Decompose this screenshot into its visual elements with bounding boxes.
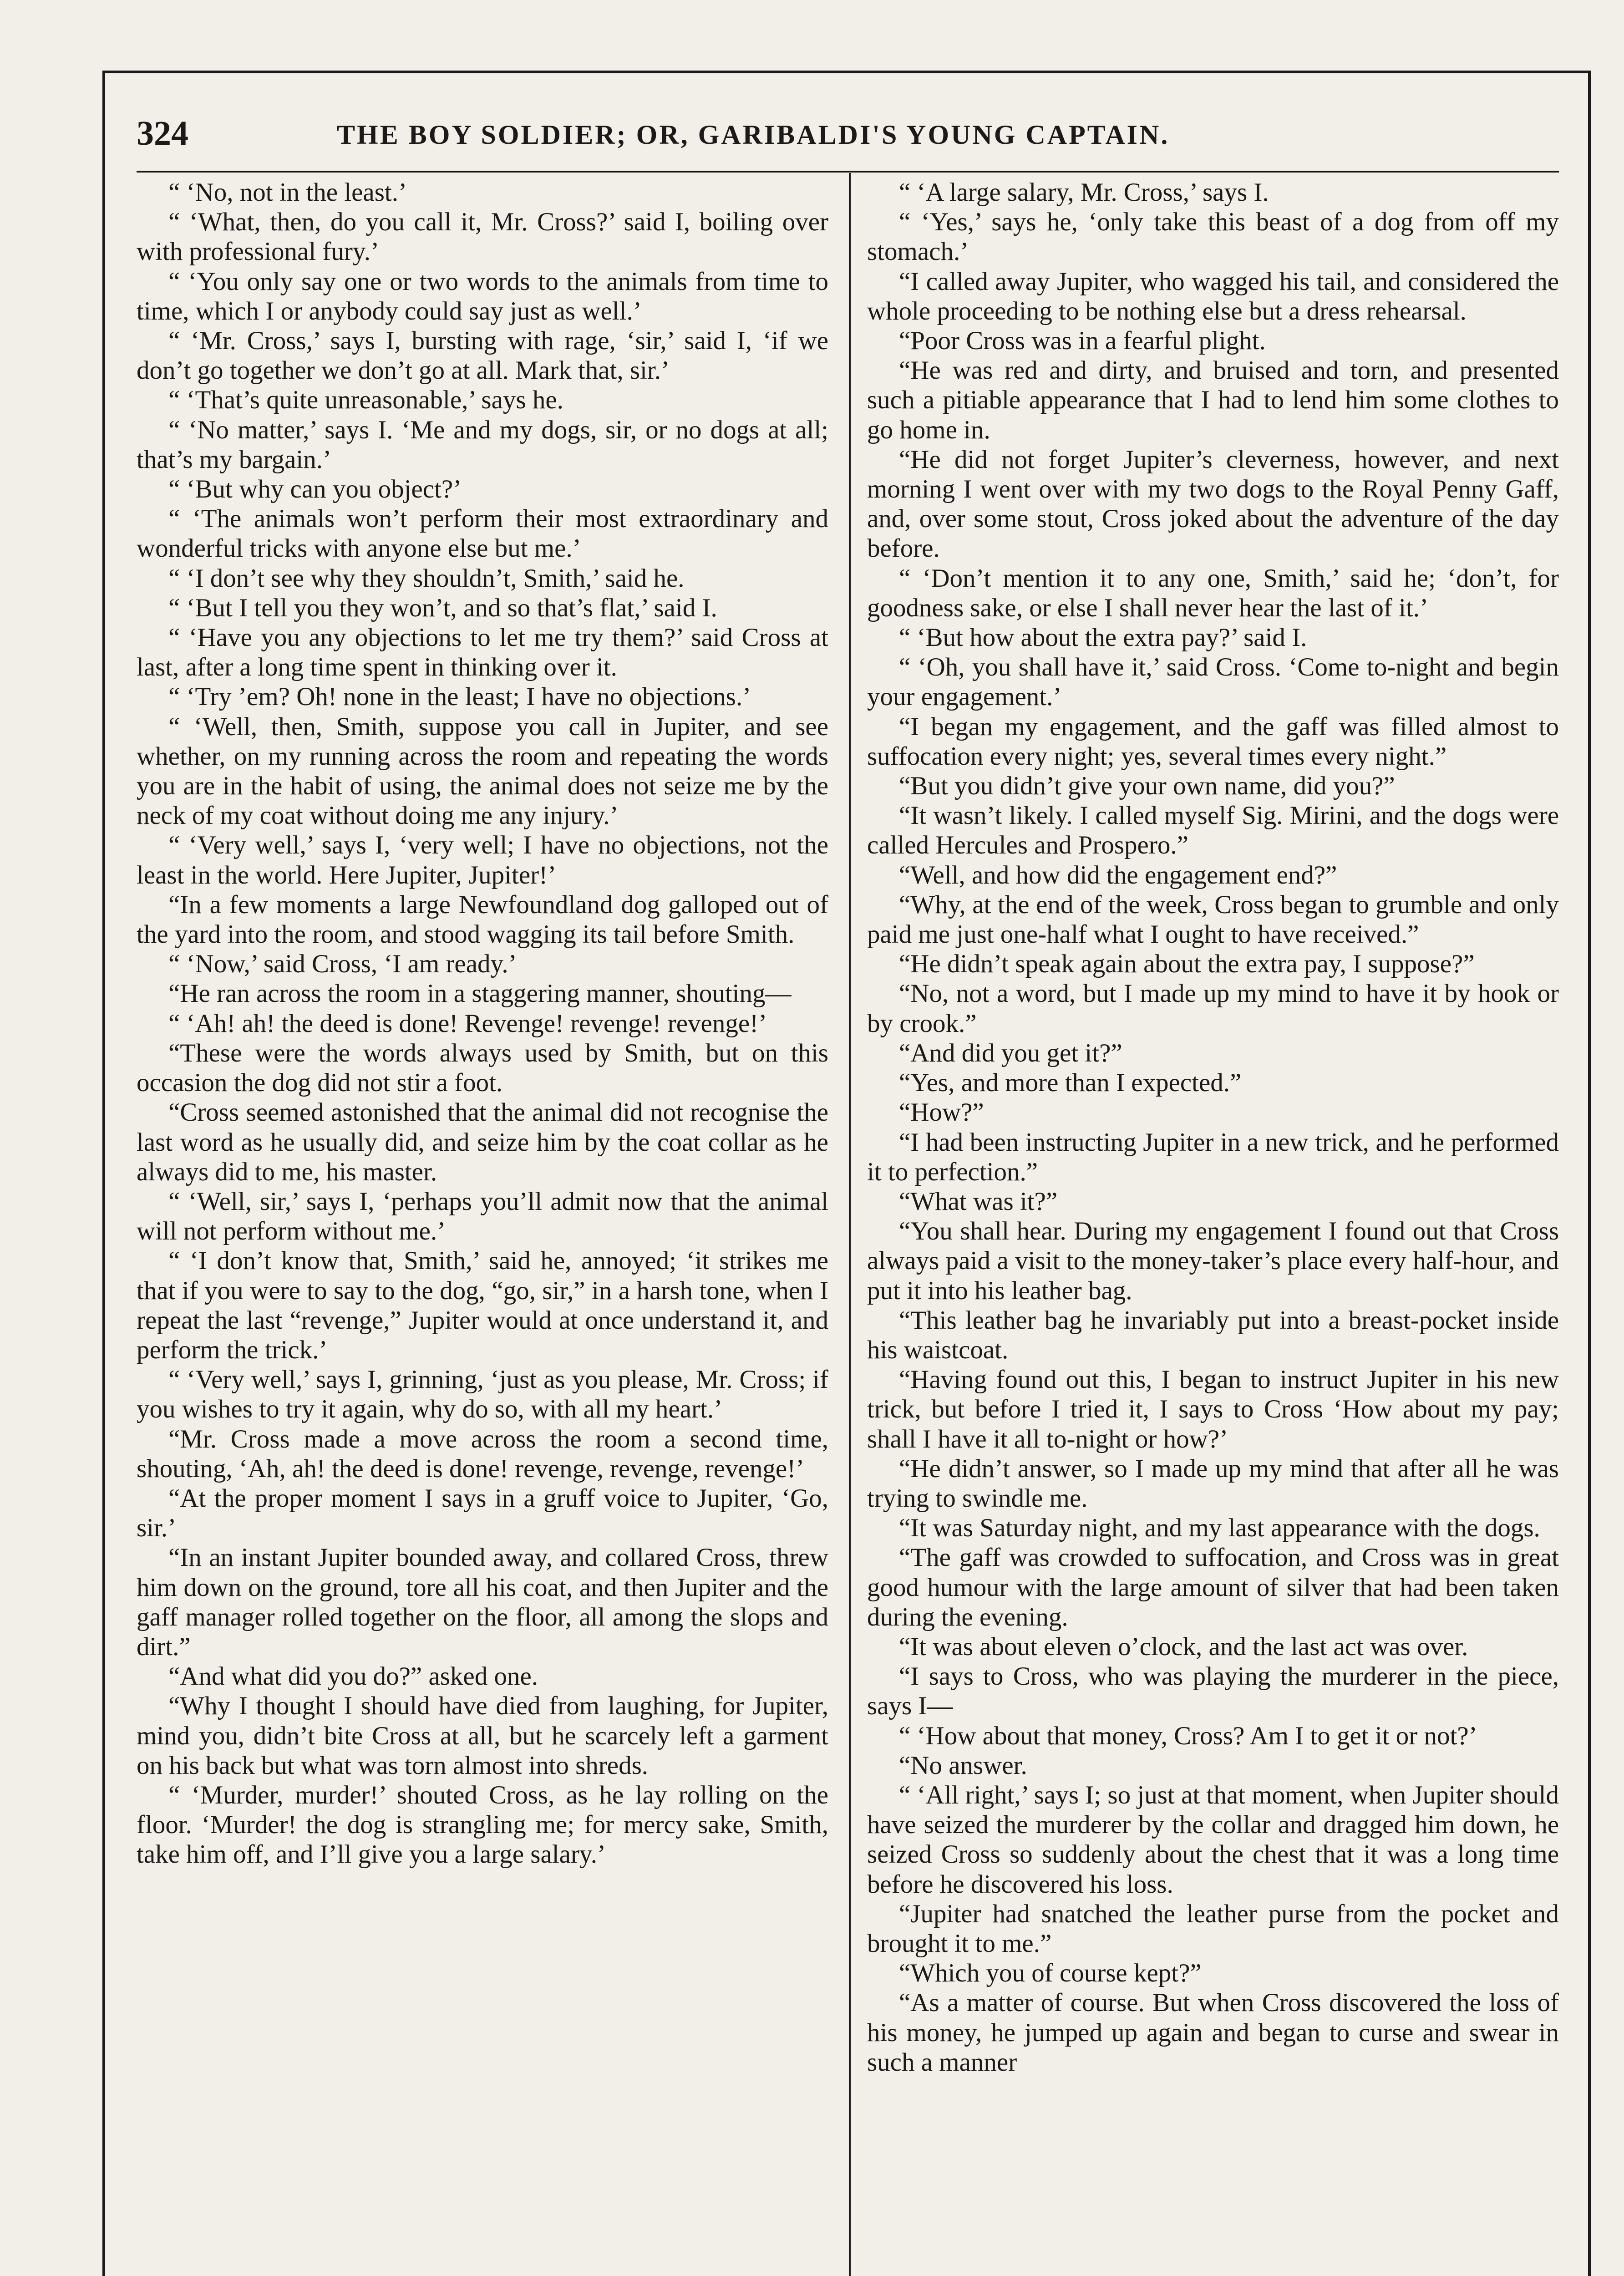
paragraph: “ ‘Don’t mention it to any one, Smith,’ said he; ‘don’t, for goodness sake, or else I shall never hear the last of it.’ <box>867 564 1559 622</box>
outer-rule-left <box>102 71 105 2276</box>
paragraph: “Cross seemed astonished that the animal did not recognise the last word as he usually did, and seize him by the coat collar as he always did to me, his master. <box>137 1098 828 1186</box>
paragraph: “How?” <box>899 1098 984 1127</box>
paragraph: “Why, at the end of the week, Cross began to grumble and only paid me just one-half what I ought to have received.” <box>867 890 1559 949</box>
paragraph: “ ‘A large salary, Mr. Cross,’ says I. <box>899 178 1269 207</box>
column-divider <box>849 173 851 2276</box>
paragraph: “ ‘That’s quite unreasonable,’ says he. <box>168 386 563 415</box>
paragraph: “ ‘Murder, murder!’ shouted Cross, as he lay rolling on the floor. ‘Murder! the dog is strangling me; for mercy sake, Smith, take him off, and I’ll give you a large salary.’ <box>137 1780 828 1869</box>
paragraph: “Why I thought I should have died from laughing, for Jupiter, mind you, didn’t bite Cross at all, but he scarcely left a garment on his back but what was torn almost into shreds. <box>137 1692 828 1780</box>
paragraph: “ ‘Try ’em? Oh! none in the least; I have no objections.’ <box>168 682 751 711</box>
paragraph: “He didn’t answer, so I made up my mind that after all he was trying to swindle me. <box>867 1454 1559 1513</box>
paragraph: “No answer. <box>899 1751 1027 1780</box>
paragraph: “Poor Cross was in a fearful plight. <box>899 326 1266 356</box>
paragraph: “In a few moments a large Newfoundland dog galloped out of the yard into the room, and stood wagging its tail before Smith. <box>137 890 828 949</box>
paragraph: “ ‘You only say one or two words to the animals from time to time, which I or anybody could say just as well.’ <box>137 267 828 325</box>
paragraph: “ ‘Well, then, Smith, suppose you call in Jupiter, and see whether, on my running across the room and repeating the words you are in the habit of using, the animal does not seize me by the neck of my coat without doing me any injury.’ <box>137 712 828 830</box>
paragraph: “ ‘But why can you object?’ <box>168 475 462 504</box>
paragraph: “Having found out this, I began to instruct Jupiter in his new trick, but before I tried it, I says to Cross ‘How about my pay; shall I have it all to-night or how?’ <box>867 1365 1559 1453</box>
paragraph: “ ‘Now,’ said Cross, ‘I am ready.’ <box>168 950 517 979</box>
paragraph: “Yes, and more than I expected.” <box>899 1068 1242 1097</box>
paragraph: “ ‘I don’t see why they shouldn’t, Smith,’ said he. <box>168 564 685 593</box>
paragraph: “What was it?” <box>899 1187 1058 1216</box>
paragraph: “In an instant Jupiter bounded away, and collared Cross, threw him down on the ground, tore all his coat, and then Jupiter and the gaff manager rolled together on the floor, all among the slops and dirt.” <box>137 1543 828 1661</box>
running-title: THE BOY SOLDIER; OR, GARIBALDI'S YOUNG CAPTAIN. <box>337 120 1170 150</box>
paragraph: “ ‘Have you any objections to let me try them?’ said Cross at last, after a long time spent in thinking over it. <box>137 623 828 682</box>
paragraph: “These were the words always used by Smith, but on this occasion the dog did not stir a foot. <box>137 1038 828 1097</box>
paragraph: “It was Saturday night, and my last appearance with the dogs. <box>899 1514 1540 1543</box>
paragraph: “ ‘Oh, you shall have it,’ said Cross. ‘Come to-night and begin your engagement.’ <box>867 653 1559 711</box>
paragraph: “ ‘Very well,’ says I, grinning, ‘just as you please, Mr. Cross; if you wishes to try it again, why do so, with all my heart.’ <box>137 1365 828 1424</box>
paragraph: “I says to Cross, who was playing the murderer in the piece, says I— <box>867 1662 1559 1721</box>
outer-rule-right <box>1588 71 1591 2276</box>
paragraph: “ ‘Mr. Cross,’ says I, bursting with rage, ‘sir,’ said I, ‘if we don’t go together we don’t go at all. Mark that, sir.’ <box>137 326 828 385</box>
paragraph: “ ‘How about that money, Cross? Am I to get it or not?’ <box>899 1721 1477 1750</box>
paragraph: “But you didn’t give your own name, did you?” <box>899 772 1395 801</box>
paragraph: “ ‘Well, sir,’ says I, ‘perhaps you’ll admit now that the animal will not perform without me.’ <box>137 1187 828 1246</box>
paragraph: “It wasn’t likely. I called myself Sig. Mirini, and the dogs were called Hercules and Prospero.” <box>867 801 1559 860</box>
paragraph: “ ‘I don’t know that, Smith,’ said he, annoyed; ‘it strikes me that if you were to say to the dog, “go, sir,” in a harsh tone, when I repeat the last “revenge,” Jupiter would at once understand it, and perform the trick.’ <box>137 1246 828 1364</box>
paragraph: “ ‘But I tell you they won’t, and so that’s flat,’ said I. <box>168 593 717 622</box>
paragraph: “He did not forget Jupiter’s cleverness, however, and next morning I went over with my two dogs to the Royal Penny Gaff, and, over some stout, Cross joked about the adventure of the day before. <box>867 445 1559 563</box>
paragraph: “I began my engagement, and the gaff was filled almost to suffocation every night; yes, several times every night.” <box>867 712 1559 771</box>
page-number: 324 <box>137 114 188 152</box>
paragraph: “As a matter of course. But when Cross discovered the loss of his money, he jumped up again and began to curse and swear in such a manner <box>867 1988 1559 2077</box>
paragraph: “It was about eleven o’clock, and the last act was over. <box>899 1632 1468 1661</box>
right-column <box>867 178 1559 2276</box>
paragraph: “Jupiter had snatched the leather purse from the pocket and brought it to me.” <box>867 1899 1559 1958</box>
paragraph: “Which you of course kept?” <box>899 1959 1202 1988</box>
paragraph: “This leather bag he invariably put into a breast-pocket inside his waistcoat. <box>867 1306 1559 1364</box>
paragraph: “ ‘Very well,’ says I, ‘very well; I have no objections, not the least in the world. Here Jupiter, Jupiter!’ <box>137 831 828 889</box>
paragraph: “I had been instructing Jupiter in a new trick, and he performed it to perfection.” <box>867 1128 1559 1186</box>
paragraph: “And what did you do?” asked one. <box>168 1662 538 1691</box>
paragraph: “ ‘No, not in the least.’ <box>168 178 407 207</box>
paragraph: “At the proper moment I says in a gruff voice to Jupiter, ‘Go, sir.’ <box>137 1483 828 1543</box>
paragraph: “ ‘Yes,’ says he, ‘only take this beast of a dog from off my stomach.’ <box>867 208 1559 266</box>
paragraph: “I called away Jupiter, who wagged his tail, and considered the whole proceeding to be nothing else but a dress rehearsal. <box>867 267 1559 325</box>
paragraph: “He ran across the room in a staggering manner, shouting— <box>168 979 792 1008</box>
paragraph: “ ‘Ah! ah! the deed is done! Revenge! revenge! revenge!’ <box>168 1009 767 1038</box>
paragraph: “Well, and how did the engagement end?” <box>899 860 1337 889</box>
paragraph: “You shall hear. During my engagement I found out that Cross always paid a visit to the money-taker’s place every half-hour, and put it into his leather bag. <box>867 1217 1559 1305</box>
paragraph: “And did you get it?” <box>899 1038 1122 1067</box>
header-rule <box>137 171 1559 173</box>
paragraph: “He was red and dirty, and bruised and torn, and presented such a pitiable appearance that I had to lend him some clothes to go home in. <box>867 356 1559 444</box>
left-column <box>137 178 828 2276</box>
page-header <box>137 114 1566 164</box>
paragraph: “ ‘All right,’ says I; so just at that moment, when Jupiter should have seized the murderer by the collar and dragged him down, he seized Cross so suddenly about the chest that it was a long time before he discovered his loss. <box>867 1780 1559 1899</box>
paragraph: “ ‘No matter,’ says I. ‘Me and my dogs, sir, or no dogs at all; that’s my bargain.’ <box>137 415 828 474</box>
paragraph: “ ‘The animals won’t perform their most extraordinary and wonderful tricks with anyone else but me.’ <box>137 504 828 563</box>
outer-rule-top <box>102 71 1591 73</box>
paragraph: “The gaff was crowded to suffocation, and Cross was in great good humour with the large amount of silver that had been taken during the evening. <box>867 1543 1559 1631</box>
paragraph: “No, not a word, but I made up my mind to have it by hook or by crook.” <box>867 979 1559 1038</box>
paragraph: “ ‘But how about the extra pay?’ said I. <box>899 623 1307 652</box>
paragraph: “He didn’t speak again about the extra pay, I suppose?” <box>899 950 1475 979</box>
paragraph: “Mr. Cross made a move across the room a second time, shouting, ‘Ah, ah! the deed is done! revenge, revenge, revenge!’ <box>137 1424 828 1483</box>
paragraph: “ ‘What, then, do you call it, Mr. Cross?’ said I, boiling over with professional fury.’ <box>137 208 828 266</box>
